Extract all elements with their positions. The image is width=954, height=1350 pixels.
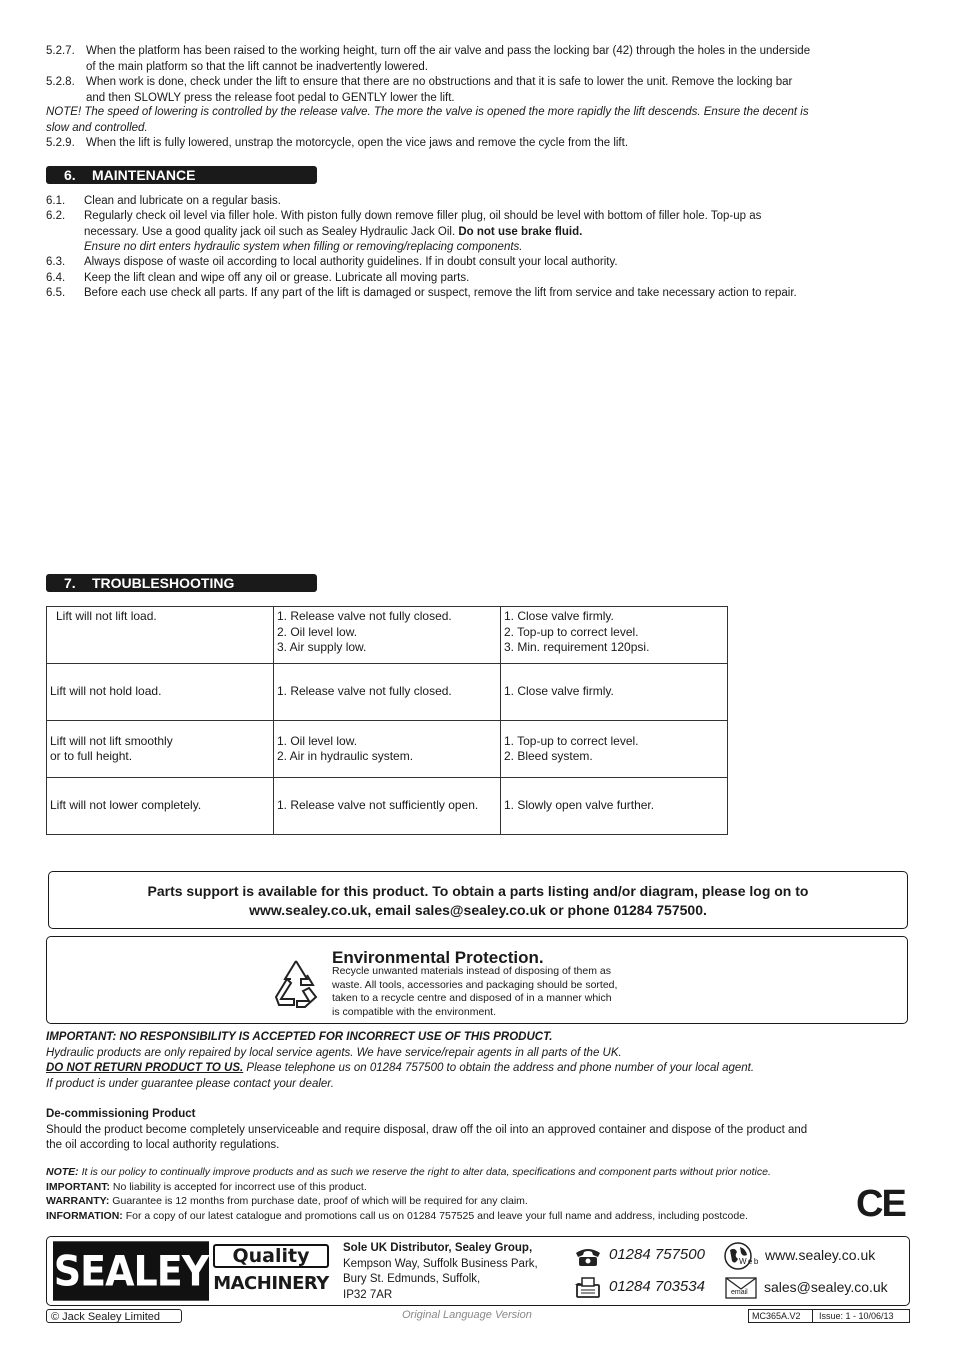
website-link[interactable]: www.sealey.co.uk xyxy=(765,1247,876,1263)
copyright: © Jack Sealey Limited xyxy=(46,1309,182,1323)
email-envelope-icon: email xyxy=(725,1277,757,1299)
operation-item-528: 5.2.8. When work is done, check under the lift to ensure that there are no obstructions and that it is safe to lower the unit. Remove the locking bar and then SLOWLY press the release foot pedal to GENTLY lower the lift. xyxy=(46,76,793,104)
policy-notes: NOTE: It is our policy to continually improve products and as such we reserve the right to alter data, specifications and component parts without prior notice. IMPORTANT: No liability is accepted for incorrect use of this product. WARRANTY: Guarantee is 12 months from purchase date, proof of which will be required for any claim. INFORMATION: For a copy of our latest catalogue and promotions call us on 01284 757525 and leave your full name and address, including postcode. xyxy=(46,1166,771,1222)
cause-cell: 1. Oil level low. 2. Air in hydraulic system. xyxy=(274,721,501,778)
ce-mark-icon: CE xyxy=(856,1183,905,1225)
section-header-maintenance: 6. MAINTENANCE xyxy=(46,166,317,184)
recycle-icon xyxy=(267,955,325,1013)
telephone-icon xyxy=(573,1245,603,1273)
environment-title: Environmental Protection. xyxy=(332,948,544,967)
problem-cell: Lift will not lift load. xyxy=(47,607,274,664)
maintenance-item: 6.1. Clean and lubricate on a regular basis. xyxy=(46,195,281,207)
web-globe-icon: Web xyxy=(723,1241,763,1271)
table-row xyxy=(47,778,728,835)
email-link[interactable]: sales@sealey.co.uk xyxy=(764,1279,888,1295)
table-row xyxy=(47,607,728,664)
remedy-cell: 1. Slowly open valve further. xyxy=(501,778,728,835)
environment-box xyxy=(46,936,908,1024)
table-row xyxy=(47,664,728,721)
decommissioning-section: De-commissioning Product Should the product become completely unserviceable and require disposal, draw off the oil into an approved container and dispose of the product and the oil according to local authority regulations. xyxy=(46,1108,808,1151)
fax-icon xyxy=(573,1275,603,1305)
operation-note: NOTE! The speed of lowering is controlled by the release valve. The more the valve is opened the more rapidly the lift descends. Ensure the decent is slow and controlled. xyxy=(46,106,809,134)
table-row xyxy=(47,721,728,778)
important-notice: IMPORTANT: NO RESPONSIBILITY IS ACCEPTED FOR INCORRECT USE OF THIS PRODUCT. Hydraulic products are only repaired by local service agents. We have service/repair agents in all parts of the UK. DO NOT RETURN PRODUCT TO US. Please telephone us on 01284 757500 to obtain the address and phone number of your local agent. If product is under guarantee please contact your dealer. xyxy=(46,1031,755,1090)
footer-box xyxy=(46,1236,910,1306)
document-reference: MC365A.V2 Issue: 1 - 10/06/13 xyxy=(748,1309,910,1323)
troubleshooting-table xyxy=(46,606,728,835)
operation-item-529: 5.2.9. When the lift is fully lowered, unstrap the motorcycle, open the vice jaws and remove the cycle from the lift. xyxy=(46,137,629,149)
section-header-troubleshooting: 7. TROUBLESHOOTING xyxy=(46,574,317,592)
phone-number: 01284 757500 xyxy=(609,1246,705,1263)
distributor-address: Sole UK Distributor, Sealey Group, Kempson Way, Suffolk Business Park, Bury St. Edmunds, Suffolk, IP32 7AR xyxy=(343,1242,538,1301)
cause-cell: 1. Release valve not fully closed. 2. Oil level low. 3. Air supply low. xyxy=(274,607,501,664)
problem-cell: Lift will not lift smoothly or to full height. xyxy=(47,721,274,778)
cause-cell: 1. Release valve not sufficiently open. xyxy=(274,778,501,835)
problem-cell: Lift will not lower completely. xyxy=(47,778,274,835)
problem-cell: Lift will not hold load. xyxy=(47,664,274,721)
language-version: Original Language Version xyxy=(402,1309,532,1321)
maintenance-item: 6.4. Keep the lift clean and wipe off any oil or grease. Lubricate all moving parts. xyxy=(46,272,470,284)
remedy-cell: 1. Close valve firmly. xyxy=(501,664,728,721)
environment-text: Recycle unwanted materials instead of disposing of them as waste. All tools, accessories and packaging should be sorted, taken to a recycle centre and disposed of in a manner which is compatible with the environment. xyxy=(332,965,618,1018)
sealey-logo: SEALEY xyxy=(53,1241,209,1300)
parts-support-box: Parts support is available for this product. To obtain a parts listing and/or diagram, please log on to www.sealey.co.uk, email sales@sealey.co.uk or phone 01284 757500. xyxy=(48,871,908,929)
operation-item-527: 5.2.7. When the platform has been raised to the working height, turn off the air valve and pass the locking bar (42) through the holes in the underside of the main platform so that the lift cannot be inadvertently lowered. xyxy=(46,45,811,73)
fax-number: 01284 703534 xyxy=(609,1278,705,1295)
quality-logo: Quality xyxy=(213,1244,329,1268)
remedy-cell: 1. Close valve firmly. 2. Top-up to correct level. 3. Min. requirement 120psi. xyxy=(501,607,728,664)
maintenance-item: 6.3. Always dispose of waste oil according to local authority guidelines. If in doubt consult your local authority. xyxy=(46,256,618,268)
remedy-cell: 1. Top-up to correct level. 2. Bleed system. xyxy=(501,721,728,778)
maintenance-item: 6.2. Regularly check oil level via filler hole. With piston fully down remove filler plug, oil should be level with bottom of filler hole. Top-up as necessary. Use a good quality jack oil such as Sealey Hydraulic Jack Oil. Do not use brake fluid. Ensure no dirt enters hydraulic system when filling or removing/replacing components. xyxy=(46,210,762,253)
cause-cell: 1. Release valve not fully closed. xyxy=(274,664,501,721)
maintenance-item: 6.5. Before each use check all parts. If any part of the lift is damaged or suspect, remove the lift from service and take necessary action to repair. xyxy=(46,287,797,299)
machinery-logo: MACHINERY xyxy=(213,1273,329,1294)
